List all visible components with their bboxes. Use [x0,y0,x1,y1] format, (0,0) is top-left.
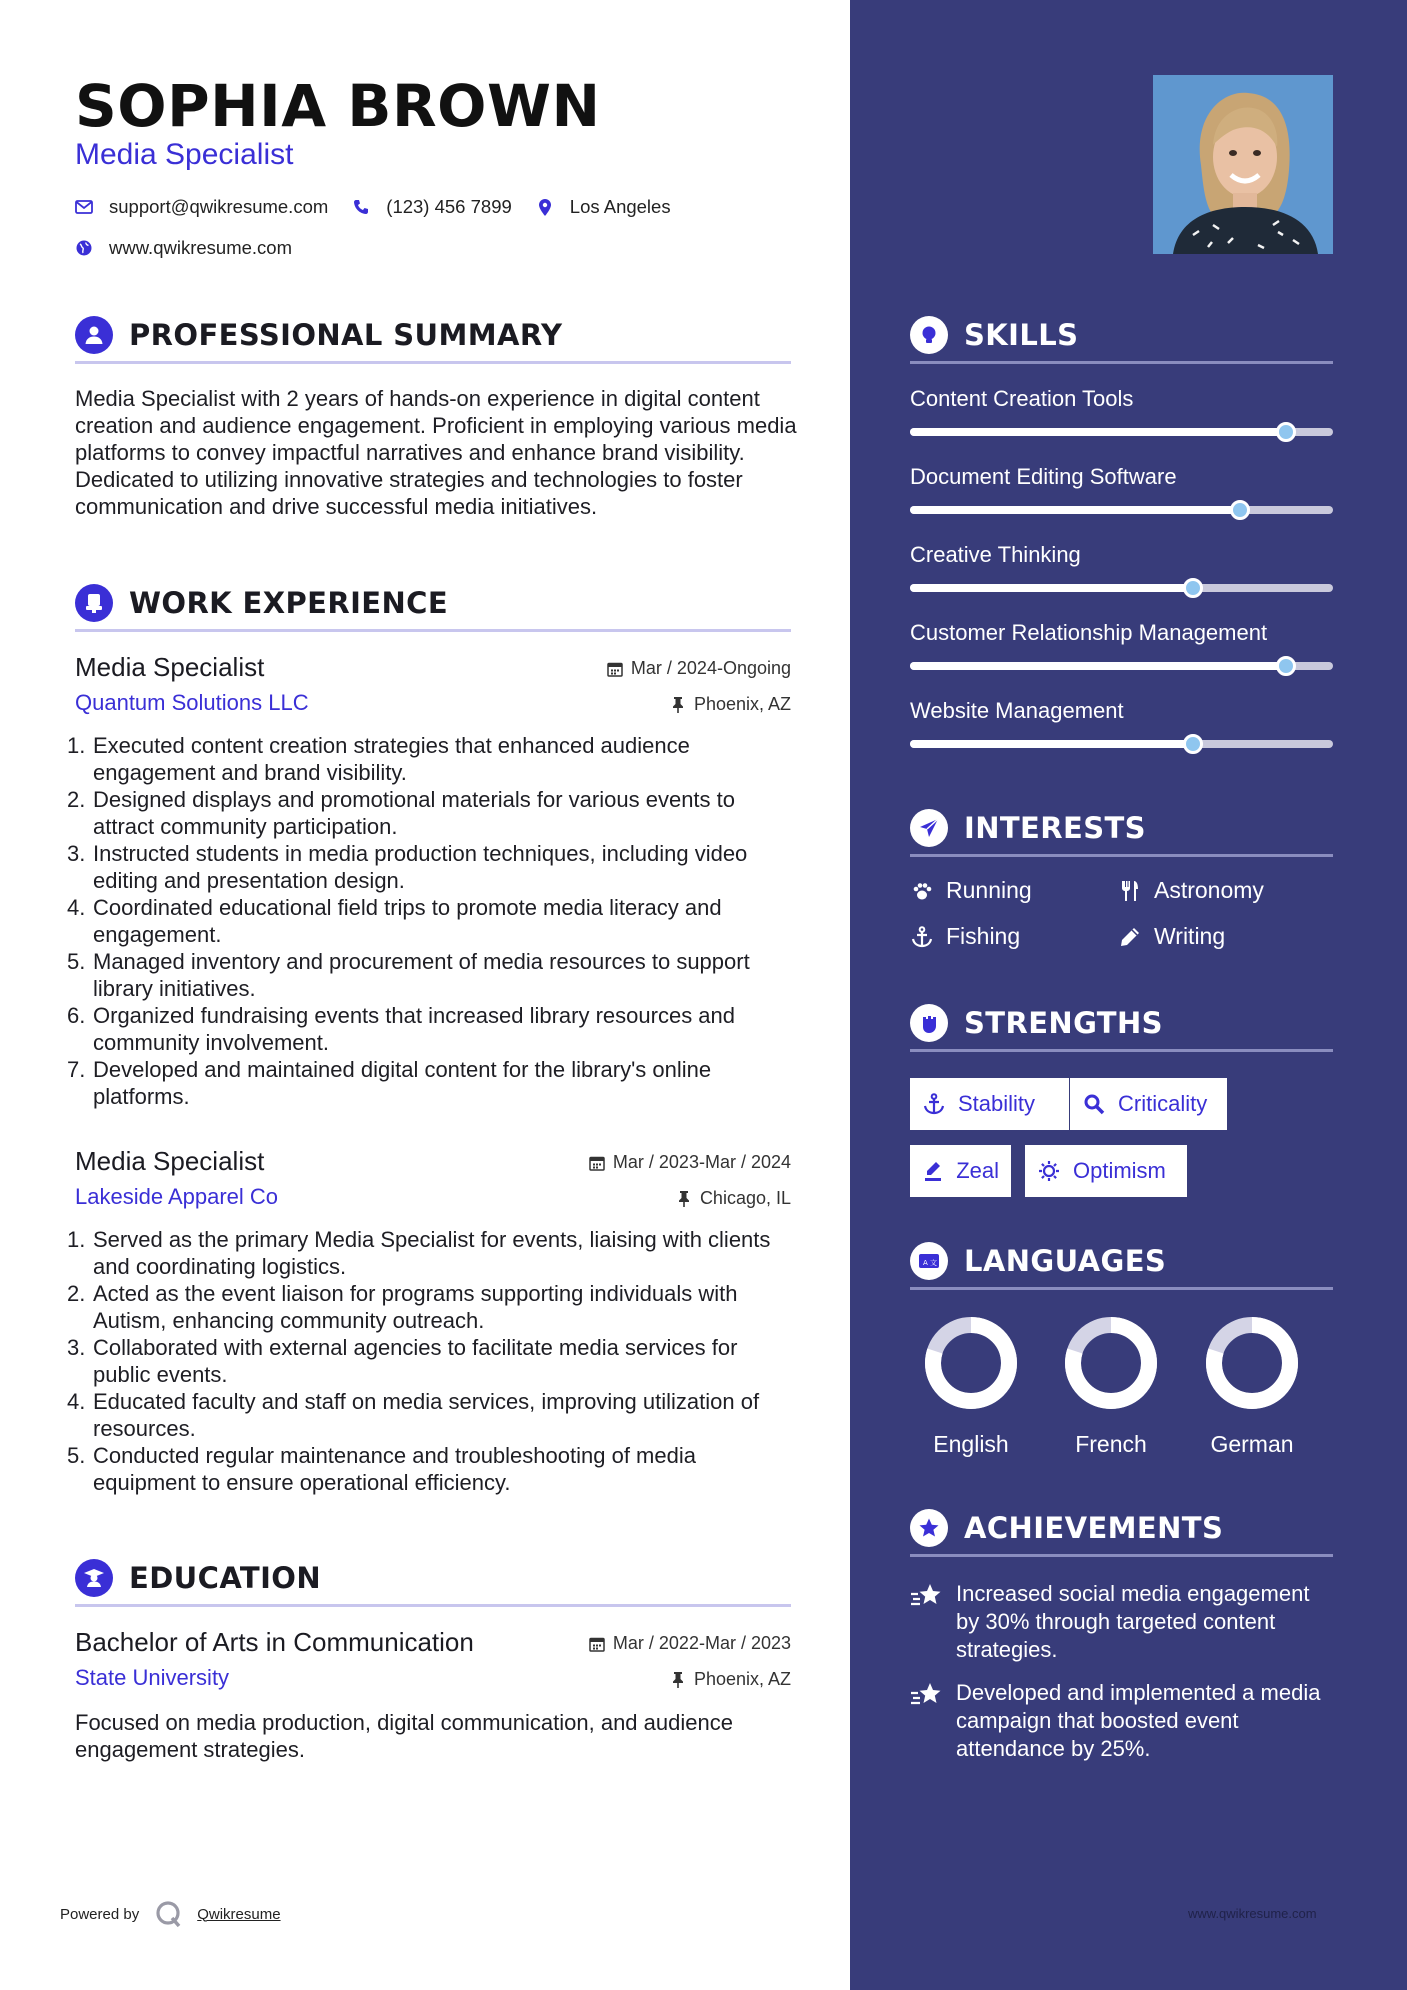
language-item: German [1187,1315,1317,1458]
skill-item: Document Editing Software [910,464,1333,534]
list-item: 1. Served as the primary Media Specialist for events, liaising with clients and coordinating logistics. [67,1227,771,1279]
anchor-icon [910,925,934,949]
utensils-icon [1118,879,1142,903]
star-icon [910,1681,942,1709]
job-entry [67,652,791,1112]
languages-section-header: A 文 LANGUAGES [910,1238,1333,1290]
language-item: French [1046,1315,1176,1458]
interests-section-header: INTERESTS [910,805,1333,857]
candidate-role: Media Specialist [75,138,294,171]
skill-bar [910,428,1333,436]
footer-url: www.qwikresume.com [1188,1906,1317,1921]
list-item: 6. Organized fundraising events that increased library resources and community involvement. [67,1003,736,1055]
achievement-item: Developed and implemented a media campaign that boosted event attendance by 25%. [910,1679,1333,1769]
skill-item: Customer Relationship Management [910,620,1333,690]
language-icon [910,1242,948,1280]
phone-icon [352,198,370,216]
candidate-name: SOPHIA BROWN [75,72,601,140]
powered-by-footer: Powered by Qwikresume [60,1900,281,1928]
skill-item: Website Management [910,698,1333,768]
achievements-section-header: ACHIEVEMENTS [910,1505,1333,1557]
calendar-icon [589,1155,605,1171]
job-title: Media Specialist [75,1146,265,1176]
contact-website[interactable]: www.qwikresume.com [75,237,292,259]
user-icon [75,316,113,354]
education-section-header: EDUCATION [75,1555,791,1607]
job-company: Lakeside Apparel Co [75,1184,279,1209]
list-item: 5. Managed inventory and procurement of media resources to support library initiatives. [67,949,750,1001]
contact-email[interactable]: support@qwikresume.com [75,196,328,218]
list-item: 2. Designed displays and promotional materials for various events to attract community participation. [67,787,735,839]
skill-item: Content Creation Tools [910,386,1333,456]
envelope-icon [75,198,93,216]
contact-info [75,193,815,275]
skills-section-header: SKILLS [910,312,1333,364]
svg-text:A: A [923,1259,928,1267]
experience-section-header: WORK EXPERIENCE [75,580,791,632]
sidebar [850,0,1407,1990]
job-date: Mar / 2024-Ongoing [607,658,791,679]
map-marker-icon [536,198,554,216]
skill-bar-fill [910,506,1240,514]
list-item: 3. Collaborated with external agencies to facilitate media services for public events. [67,1335,738,1387]
anchor-icon [922,1092,946,1116]
language-donut [1063,1315,1159,1411]
skill-bar-fill [910,428,1286,436]
language-item: English [906,1315,1036,1458]
job-bullet-list [67,1226,791,1496]
summary-text: Media Specialist with 2 years of hands-on experience in digital content creation and audience engagement. Proficient in employing various media platforms to convey impactful narratives and enhance brand visibility. Dedicated to utilizing innovative strategies and technologies to foster communication and drive successful media initiatives. [75,386,797,519]
list-item: 5. Conducted regular maintenance and troubleshooting of media equipment to ensure operational efficiency. [67,1443,696,1495]
skill-bar [910,506,1333,514]
star-icon [910,1582,942,1610]
list-item: 2. Acted as the event liaison for programs supporting individuals with Autism, enhancing community outreach. [67,1281,738,1333]
language-donut [923,1315,1019,1411]
profile-photo [1153,75,1333,254]
skill-bar-knob [1276,422,1296,442]
education-entry [75,1627,791,1767]
job-date: Mar / 2023-Mar / 2024 [589,1152,791,1173]
contact-location: Los Angeles [536,196,671,218]
job-company: Quantum Solutions LLC [75,690,309,715]
strength-badge: Optimism [1025,1145,1187,1197]
job-location: Chicago, IL [676,1188,791,1209]
list-item: 3. Instructed students in media production techniques, including video editing and presentation design. [67,841,748,893]
list-item: 4. Coordinated educational field trips to promote media literacy and engagement. [67,895,722,947]
list-item: Fishing [910,923,1020,950]
sun-icon [1037,1159,1061,1183]
pushpin-icon [670,697,686,713]
skill-bar [910,584,1333,592]
skill-bar-knob [1276,656,1296,676]
pushpin-icon [676,1191,692,1207]
calendar-icon [607,661,623,677]
qwikresume-logo-icon [155,1900,183,1928]
language-donut [1204,1315,1300,1411]
globe-icon [75,239,93,257]
job-entry [67,1146,791,1506]
list-item: 4. Educated faculty and staff on media services, improving utilization of resources. [67,1389,760,1441]
education-description: Focused on media production, digital communication, and audience engagement strategies. [75,1710,733,1762]
calendar-icon [589,1636,605,1652]
school-name: State University [75,1665,230,1690]
lightbulb-icon [910,316,948,354]
paper-plane-icon [910,809,948,847]
contact-phone[interactable]: (123) 456 7899 [352,196,512,218]
pushpin-icon [670,1672,686,1688]
skill-bar-fill [910,740,1193,748]
pen-icon [922,1159,944,1183]
job-title: Media Specialist [75,652,265,682]
strengths-section-header: STRENGTHS [910,1000,1333,1052]
paw-icon [910,879,934,903]
summary-section-header: PROFESSIONAL SUMMARY [75,312,791,364]
list-item: Writing [1118,923,1225,950]
job-location: Phoenix, AZ [670,694,791,715]
briefcase-icon [75,584,113,622]
achievement-item: Increased social media engagement by 30% through targeted content strategies. [910,1580,1333,1670]
skill-bar-fill [910,584,1193,592]
strength-badge: Criticality [1070,1078,1227,1130]
svg-text:文: 文 [930,1259,937,1267]
strength-badge: Stability [910,1078,1069,1130]
graduate-icon [75,1559,113,1597]
list-item: Astronomy [1118,877,1264,904]
list-item: 1. Executed content creation strategies that enhanced audience engagement and brand visibility. [67,733,690,785]
strength-badge: Zeal [910,1145,1011,1197]
skill-bar-fill [910,662,1286,670]
pencil-icon [1118,925,1142,949]
star-badge-icon [910,1509,948,1547]
list-item: Running [910,877,1032,904]
skill-bar [910,740,1333,748]
skill-bar-knob [1183,578,1203,598]
skill-bar [910,662,1333,670]
education-date: Mar / 2022-Mar / 2023 [589,1633,791,1654]
search-icon [1082,1092,1106,1116]
qwikresume-link[interactable]: Qwikresume [197,1905,281,1923]
degree-title: Bachelor of Arts in Communication [75,1627,474,1657]
skill-bar-knob [1230,500,1250,520]
education-location: Phoenix, AZ [670,1669,791,1690]
list-item: 7. Developed and maintained digital content for the library's online platforms. [67,1057,712,1109]
skill-item: Creative Thinking [910,542,1333,612]
fist-icon [910,1004,948,1042]
job-bullet-list [67,732,791,1110]
skill-bar-knob [1183,734,1203,754]
